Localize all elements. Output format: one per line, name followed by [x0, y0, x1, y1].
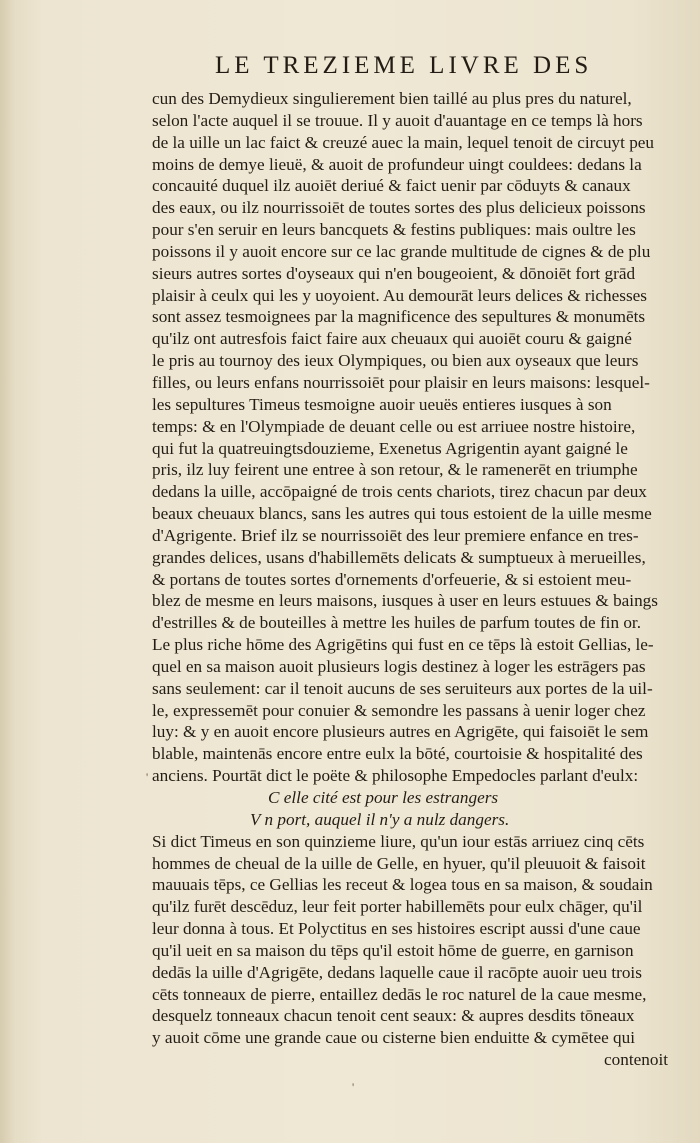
running-head: LE TREZIEME LIVRE DES [215, 52, 593, 79]
text-line: moins de demye lieuë, & auoit de profundeur uingt couldees: dedans la [152, 154, 642, 174]
text-line: sieurs autres sortes d'oyseaux qui n'en bougeoient, & dōnoiēt fort grād [152, 263, 636, 283]
text-line: luy: & y en auoit encore plusieurs autres en Agrigēte, qui faisoiēt le sem [152, 722, 649, 742]
text-line: poissons il y auoit encore sur ce lac grande multitude de cignes & de plu [152, 241, 651, 261]
page-gutter [0, 0, 16, 1143]
text-line: qu'ilz furēt descēduz, leur feit porter habillemēts pour eulx chāger, qu'il [152, 897, 643, 917]
text-line: y auoit cōme une grande caue ou cisterne bien enduitte & cymētee qui [152, 1028, 635, 1048]
text-line: blez de mesme en leurs maisons, iusques à user en leurs estuues & baings [152, 591, 658, 611]
text-line: filles, ou leurs enfans nourrissoiēt pour plaisir en leurs maisons: lesquel- [152, 372, 650, 392]
verse-line: C elle cité est pour les estrangers [268, 788, 499, 807]
text-line: Le plus riche hōme des Agrigētins qui fust en ce tēps là estoit Gellias, le- [152, 635, 654, 655]
text-line: qui fut la quatreuingtsdouzieme, Exenetus Agrigentin ayant gaigné le [152, 438, 628, 458]
text-line: selon l'acte auquel il se trouue. Il y auoit d'auantage en ce temps là hors [152, 110, 643, 130]
text-line: cun des Demydieux singulierement bien taillé au plus pres du naturel, [152, 89, 632, 108]
text-line: cēts tonneaux de pierre, entaillez dedās le roc naturel de la caue mesme, [152, 984, 647, 1004]
text-line: qu'ilz ont autresfois faict faire aux cheuaux qui auoiēt couru & gaigné [152, 329, 632, 349]
text-line: plaisir à ceulx qui les y uoyoient. Au demourāt leurs delices & richesses [152, 285, 647, 305]
text-line: blable, maintenās encore entre eulx la bōté, courtoisie & hospitalité des [152, 744, 643, 764]
text-line: le pris au tournoy des ieux Olympiques, ou bien aux oyseaux que leurs [152, 351, 639, 371]
text-line: pris, ilz luy feirent une entree à son retour, & le ramenerēt en triumphe [152, 460, 638, 480]
text-line: anciens. Pourtāt dict le poëte & philosophe Empedocles parlant d'eulx: [152, 766, 639, 786]
footer-mark: ' [352, 1080, 355, 1094]
text-line: hommes de cheual de la uille de Gelle, en hyuer, qu'il pleuuoit & faisoit [152, 853, 646, 873]
body-text [152, 88, 668, 1071]
text-line: beaux cheuaux blancs, sans les autres qui tous estoient de la uille mesme [152, 504, 652, 524]
text-line: qu'il ueit en sa maison du tēps qu'il estoit hōme de guerre, en garnison [152, 940, 634, 960]
text-line: dedans la uille, accōpaigné de trois cents chariots, tirez chacun par deux [152, 482, 647, 502]
text-line: leur donna à tous. Et Polyctitus en ses histoires escript aussi d'une caue [152, 919, 641, 939]
margin-mark: ' [146, 770, 149, 784]
text-line: d'estrilles & de bouteilles à mettre les huiles de parfum toutes de fin or. [152, 613, 641, 633]
text-line: desquelz tonneaux chacun tenoit cent seaux: & aupres desdits tōneaux [152, 1006, 635, 1026]
catchword: contenoit [604, 1050, 668, 1070]
text-line: le, expressemēt pour conuier & semondre les passans à uenir loger chez [152, 700, 646, 720]
text-line: concauité duquel ilz auoiēt deriué & faict uenir par cōduyts & canaux [152, 176, 631, 196]
text-line: grandes delices, usans d'habillemēts delicats & sumptueux à merueilles, [152, 547, 646, 567]
text-line: d'Agrigente. Brief ilz se nourrissoiēt des leur premiere enfance en tres- [152, 525, 639, 545]
text-line: dedās la uille d'Agrigēte, dedans laquelle caue il racōpte auoir ueu trois [152, 962, 642, 982]
text-line: Si dict Timeus en son quinzieme liure, qu'un iour estās arriuez cinq cēts [152, 831, 645, 851]
text-line: les sepultures Timeus tesmoigne auoir ueuës entieres iusques à son [152, 394, 612, 414]
text-line: mauuais tēps, ce Gellias les receut & logea tous en sa maison, & soudain [152, 875, 653, 895]
text-line: temps: & en l'Olympiade de deuant celle ou est arriuee nostre histoire, [152, 416, 636, 436]
text-line: quel en sa maison auoit plusieurs logis destinez à loger les estrāgers pas [152, 656, 646, 676]
text-line: pour s'en seruir en leurs bancquets & festins publiques: mais oultre les [152, 220, 636, 240]
text-line: des eaux, ou ilz nourrissoiēt de toutes sortes des plus delicieux poissons [152, 198, 646, 218]
text-line: sont assez tesmoignees par la magnificence des sepultures & monumēts [152, 307, 646, 327]
text-line: & portans de toutes sortes d'ornements d'orfeuerie, & si estoient meu- [152, 569, 632, 589]
verse-line: V n port, auquel il n'y a nulz dangers. [250, 809, 510, 829]
text-line: sans seulement: car il tenoit aucuns de ses seruiteurs aux portes de la uil- [152, 678, 653, 698]
text-line: de la uille un lac faict & creuzé auec la main, lequel tenoit de circuyt peu [152, 132, 655, 152]
